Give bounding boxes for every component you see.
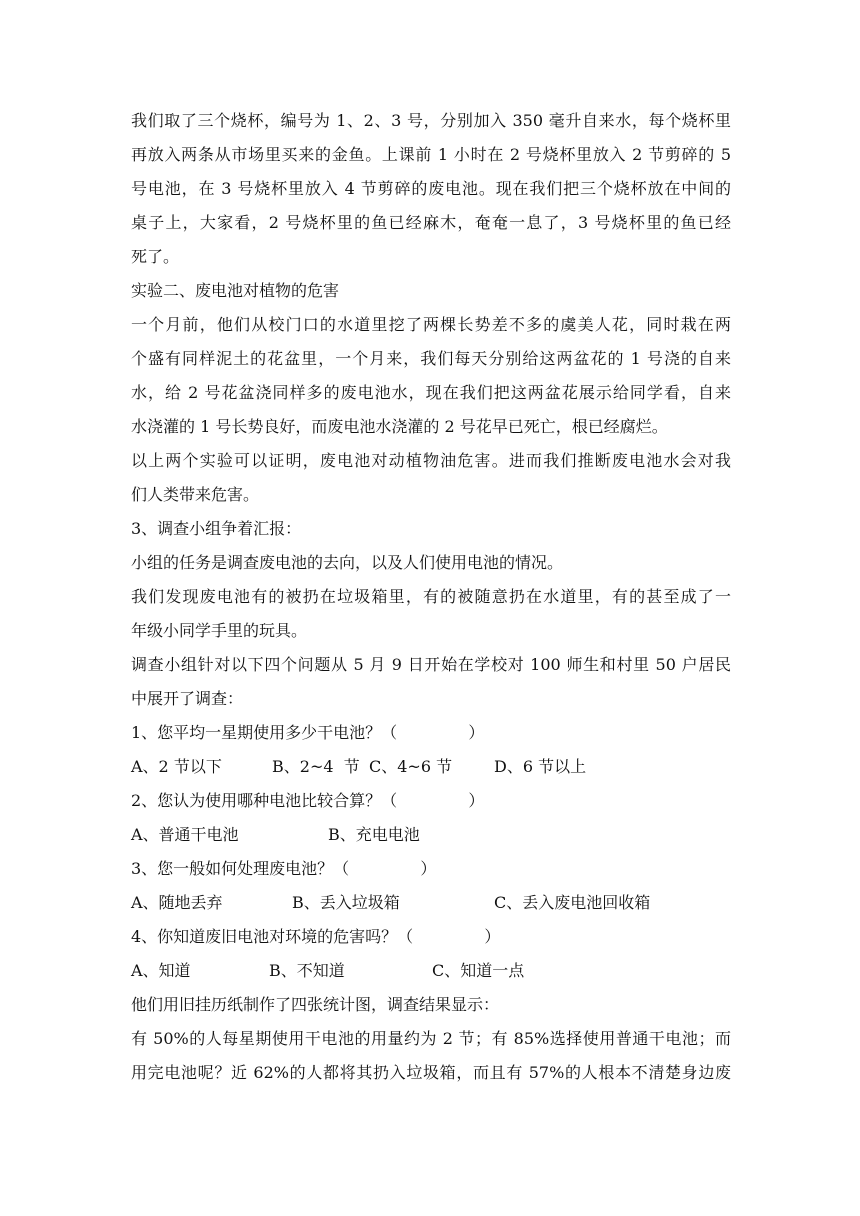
survey-question: 3、您一般如何处理废电池？（ ） [131, 859, 437, 878]
survey-option: A、2 节以下 [131, 757, 222, 776]
survey-options [131, 818, 731, 852]
survey-option: C、4~6 节 [369, 757, 453, 776]
paragraph-line: 号电池，在 3 号烧杯里放入 4 节剪碎的废电池。现在我们把三个烧杯放在中间的 [131, 179, 731, 198]
survey-option: B、丢入垃圾箱 [292, 893, 400, 912]
paragraph-line: 死了。 [131, 247, 180, 266]
survey-option: A、随地丢弃 [131, 893, 223, 912]
paragraph-line: 小组的任务是调查废电池的去向，以及人们使用电池的情况。 [131, 553, 564, 572]
paragraph-line: 水，给 2 号花盆浇同样多的废电池水，现在我们把这两盆花展示给同学看，自来 [131, 383, 731, 402]
survey-options [131, 954, 731, 988]
survey-option: B、不知道 [269, 961, 345, 980]
paragraph-line: 我们发现废电池有的被扔在垃圾箱里，有的被随意扔在水道里，有的甚至成了一 [131, 587, 731, 606]
paragraph-line: 再放入两条从市场里买来的金鱼。上课前 1 小时在 2 号烧杯里放入 2 节剪碎的 5 [131, 145, 731, 164]
survey-option: C、丢入废电池回收箱 [494, 893, 651, 912]
paragraph-line: 我们取了三个烧杯，编号为 1、2、3 号，分别加入 350 毫升自来水，每个烧杯里 [131, 111, 731, 130]
survey-option: B、充电电池 [328, 825, 420, 844]
paragraph-line: 有 50%的人每星期使用干电池的用量约为 2 节；有 85%选择使用普通干电池；而 [131, 1029, 731, 1048]
paragraph-line: 用完电池呢？近 62%的人都将其扔入垃圾箱，而且有 57%的人根本不清楚身边废 [131, 1063, 731, 1082]
section-heading: 实验二、废电池对植物的危害 [131, 281, 340, 300]
survey-options [131, 886, 731, 920]
section-heading: 3、调查小组争着汇报： [131, 519, 302, 538]
paragraph-line: 以上两个实验可以证明，废电池对动植物油危害。进而我们推断废电池水会对我 [131, 451, 731, 470]
survey-option: D、6 节以上 [494, 757, 587, 776]
paragraph-line: 年级小同学手里的玩具。 [131, 621, 308, 640]
survey-option: C、知道一点 [432, 961, 525, 980]
survey-option: A、知道 [131, 961, 191, 980]
paragraph-line: 一个月前，他们从校门口的水道里挖了两棵长势差不多的虞美人花，同时栽在两 [131, 315, 731, 334]
survey-options [131, 750, 731, 784]
survey-question: 2、您认为使用哪种电池比较合算？（ ） [131, 791, 485, 810]
paragraph-line: 中展开了调查： [131, 689, 244, 708]
survey-question: 1、您平均一星期使用多少干电池？（ ） [131, 723, 485, 742]
paragraph-line: 们人类带来危害。 [131, 485, 260, 504]
survey-question: 4、你知道废旧电池对环境的危害吗？（ ） [131, 927, 501, 946]
paragraph-line: 他们用旧挂历纸制作了四张统计图，调查结果显示： [131, 995, 500, 1014]
paragraph-line: 水浇灌的 1 号长势良好，而废电池水浇灌的 2 号花早已死亡，根已经腐烂。 [131, 417, 668, 436]
survey-option: B、2~4 节 [272, 757, 360, 776]
survey-option: A、普通干电池 [131, 825, 239, 844]
paragraph-line: 个盛有同样泥土的花盆里，一个月来，我们每天分别给这两盆花的 1 号浇的自来 [131, 349, 731, 368]
document-body [131, 104, 731, 1090]
paragraph-line: 调查小组针对以下四个问题从 5 月 9 日开始在学校对 100 师生和村里 50 户居民 [131, 655, 731, 674]
paragraph-line: 桌子上，大家看，2 号烧杯里的鱼已经麻木，奄奄一息了，3 号烧杯里的鱼已经 [131, 213, 731, 232]
